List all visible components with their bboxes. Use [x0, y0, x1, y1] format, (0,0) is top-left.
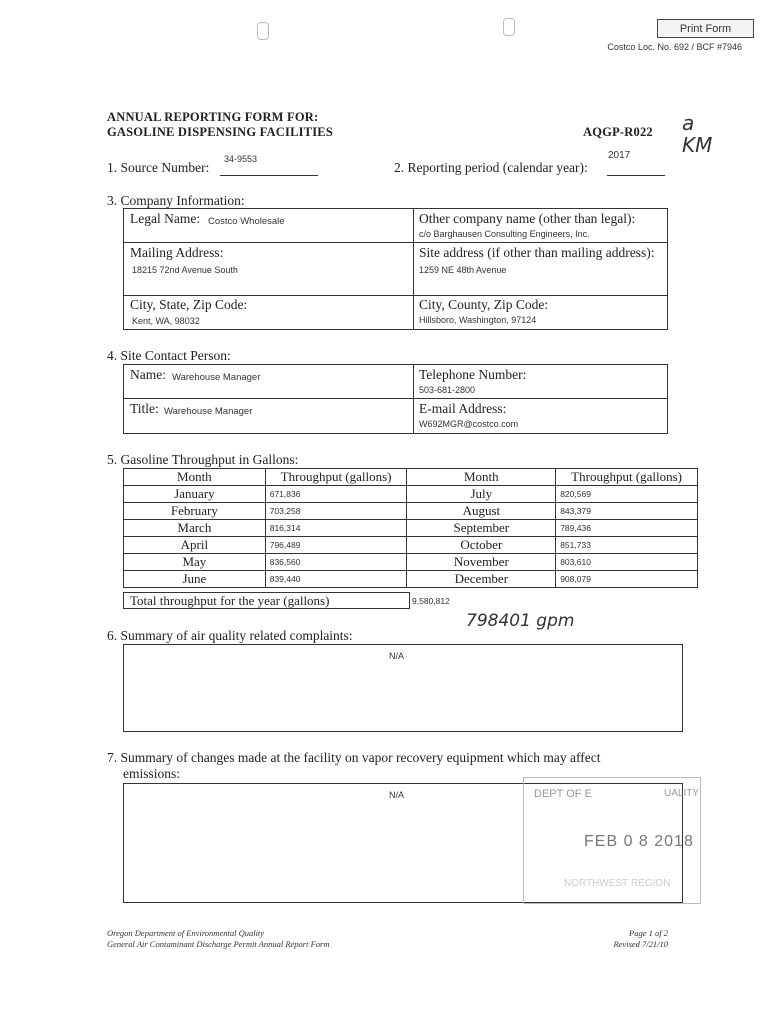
site-address-label: Site address (if other than mailing address):	[419, 245, 655, 260]
throughput-label: 5. Gasoline Throughput in Gallons:	[107, 452, 299, 467]
location-number: Costco Loc. No. 692 / BCF #7946	[607, 42, 742, 52]
throughput-cell: 803,610	[556, 554, 698, 571]
stamp-date: FEB 0 8 2018	[584, 833, 694, 850]
site-contact-table	[123, 364, 668, 434]
reporting-period-label: 2. Reporting period (calendar year):	[394, 160, 588, 175]
reporting-period-value: 2017	[608, 150, 631, 161]
throughput-cell: 789,436	[556, 520, 698, 537]
mailing-address-label: Mailing Address:	[130, 245, 224, 260]
footer-form-name: General Air Contaminant Discharge Permit Annual Report Form	[107, 939, 330, 949]
source-number-label: 1. Source Number:	[107, 160, 210, 175]
company-info-table	[123, 208, 668, 330]
month-cell: October	[407, 537, 556, 554]
scan-mark-right	[503, 18, 515, 36]
month-cell: June	[124, 571, 266, 588]
handwritten-gpm: 798401 gpm	[466, 611, 575, 631]
telephone-label: Telephone Number:	[419, 367, 527, 382]
complaints-label: 6. Summary of air quality related complaints:	[107, 628, 353, 643]
footer-left	[107, 928, 329, 950]
table-row	[124, 520, 698, 537]
month-cell: March	[124, 520, 266, 537]
month-cell: September	[407, 520, 556, 537]
city-county-zip-label: City, County, Zip Code:	[419, 297, 549, 312]
source-number-value: 34-9553	[224, 154, 258, 164]
complaints-box	[123, 644, 683, 732]
city-county-zip-value: Hillsboro, Washington, 97124	[419, 315, 537, 325]
changes-label-line1: 7. Summary of changes made at the facility on vapor recovery equipment which may affect	[107, 750, 601, 765]
print-form-button[interactable]: Print Form	[657, 19, 754, 38]
footer-right	[613, 928, 668, 950]
contact-title-label: Title:	[130, 401, 159, 416]
month-header: Month	[407, 469, 556, 486]
month-cell: May	[124, 554, 266, 571]
footer-agency: Oregon Department of Environmental Quality	[107, 928, 265, 938]
complaints-value: N/A	[389, 651, 405, 661]
email-value: W692MGR@costco.com	[419, 419, 519, 429]
source-number-line	[220, 175, 318, 176]
city-state-zip-value: Kent, WA, 98032	[132, 316, 200, 326]
throughput-cell: 816,314	[265, 520, 407, 537]
throughput-cell: 671,836	[265, 486, 407, 503]
throughput-header: Throughput (gallons)	[265, 469, 407, 486]
form-title-line1: ANNUAL REPORTING FORM FOR:	[107, 110, 319, 124]
table-row	[124, 554, 698, 571]
reporting-period-line	[607, 175, 665, 176]
throughput-header: Throughput (gallons)	[556, 469, 698, 486]
table-row	[124, 537, 698, 554]
received-stamp	[523, 777, 701, 904]
throughput-header-row	[124, 469, 698, 486]
stamp-bottom-text: NORTHWEST REGION	[564, 878, 671, 889]
table-row	[124, 571, 698, 588]
legal-name-value: Costco Wholesale	[208, 216, 285, 227]
throughput-table	[123, 468, 698, 588]
throughput-cell: 843,379	[556, 503, 698, 520]
telephone-value: 503-681-2800	[419, 385, 476, 395]
other-name-value: c/o Barghausen Consulting Engineers, Inc.	[419, 229, 590, 239]
other-name-label: Other company name (other than legal):	[419, 211, 636, 226]
throughput-cell: 836,560	[265, 554, 407, 571]
contact-name-label: Name:	[130, 367, 166, 382]
month-cell: April	[124, 537, 266, 554]
throughput-cell: 908,079	[556, 571, 698, 588]
stamp-top-right-text: UALITY	[664, 788, 700, 799]
table-row	[124, 503, 698, 520]
handwritten-initials: a KM	[682, 111, 713, 157]
contact-name-value: Warehouse Manager	[172, 372, 261, 383]
scan-mark-left	[257, 22, 269, 40]
page-number: Page 1 of 2	[629, 928, 668, 938]
site-contact-label: 4. Site Contact Person:	[107, 348, 231, 363]
mailing-address-value: 18215 72nd Avenue South	[132, 265, 238, 275]
table-row	[124, 486, 698, 503]
changes-value: N/A	[389, 790, 405, 800]
month-header: Month	[124, 469, 266, 486]
month-cell: August	[407, 503, 556, 520]
company-info-label: 3. Company Information:	[107, 193, 245, 208]
city-state-zip-label: City, State, Zip Code:	[130, 297, 248, 312]
legal-name-label: Legal Name:	[130, 211, 201, 226]
total-throughput-value: 9,580,812	[412, 596, 450, 606]
total-throughput-label: Total throughput for the year (gallons)	[123, 592, 410, 609]
throughput-cell: 851,733	[556, 537, 698, 554]
contact-title-value: Warehouse Manager	[164, 406, 253, 417]
month-cell: February	[124, 503, 266, 520]
month-cell: December	[407, 571, 556, 588]
changes-label-line2: emissions:	[123, 766, 181, 781]
form-title-line2: GASOLINE DISPENSING FACILITIES	[107, 125, 333, 139]
month-cell: January	[124, 486, 266, 503]
throughput-cell: 839,440	[265, 571, 407, 588]
site-address-value: 1259 NE 48th Avenue	[419, 265, 507, 275]
email-label: E-mail Address:	[419, 401, 507, 416]
stamp-top-text: DEPT OF E	[534, 788, 592, 800]
throughput-cell: 703,258	[265, 503, 407, 520]
form-code: AQGP-R022	[583, 125, 653, 139]
revision-date: Revised 7/21/10	[613, 939, 668, 949]
month-cell: November	[407, 554, 556, 571]
month-cell: July	[407, 486, 556, 503]
throughput-cell: 820,569	[556, 486, 698, 503]
throughput-cell: 796,489	[265, 537, 407, 554]
